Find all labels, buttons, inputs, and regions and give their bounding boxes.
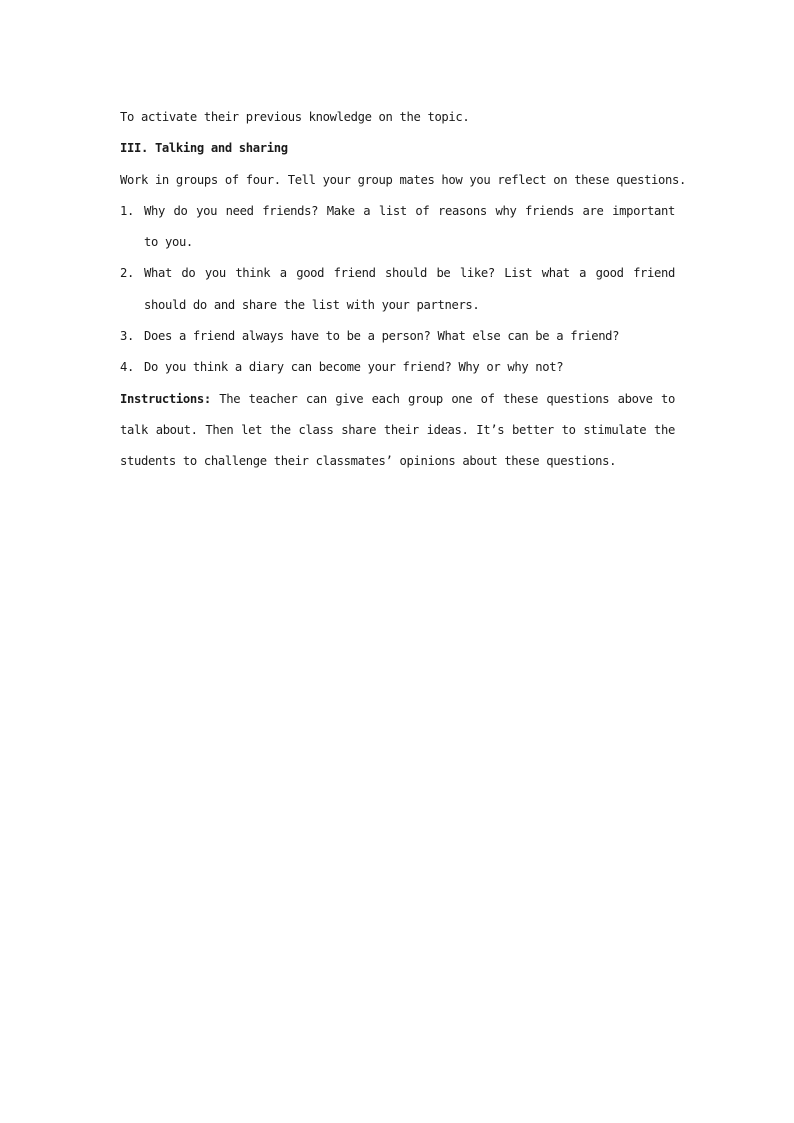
task-line: Work in groups of four. Tell your group mates how you reflect on these questions. (120, 172, 686, 187)
question-item-2 (120, 258, 675, 321)
question-number: 3. (120, 329, 134, 344)
document-body (120, 102, 686, 478)
section-heading: III. Talking and sharing (120, 141, 288, 156)
question-list (120, 196, 675, 384)
instructions-text: The teacher can give each group one of these questions above to talk about. Then let the class share their ideas. It’s better to stimulate the students to challenge their classmates’ opinions about these questions. (120, 391, 675, 469)
question-number: 4. (120, 360, 134, 375)
question-text: What do you think a good friend should be like? List what a good friend should do and share the list with your partners. (144, 266, 675, 312)
question-item-1 (120, 196, 675, 259)
instructions-paragraph (120, 384, 675, 478)
intro-line: To activate their previous knowledge on the topic. (120, 110, 470, 124)
question-number: 1. (120, 203, 134, 218)
question-item-4 (120, 352, 675, 383)
question-number: 2. (120, 266, 134, 281)
question-text: Do you think a diary can become your friend? Why or why not? (144, 360, 564, 375)
instructions-label: Instructions: (120, 391, 211, 406)
question-text: Why do you need friends? Make a list of reasons why friends are important to you. (144, 203, 675, 250)
question-item-3 (120, 321, 675, 352)
question-text: Does a friend always have to be a person? What else can be a friend? (144, 329, 620, 344)
